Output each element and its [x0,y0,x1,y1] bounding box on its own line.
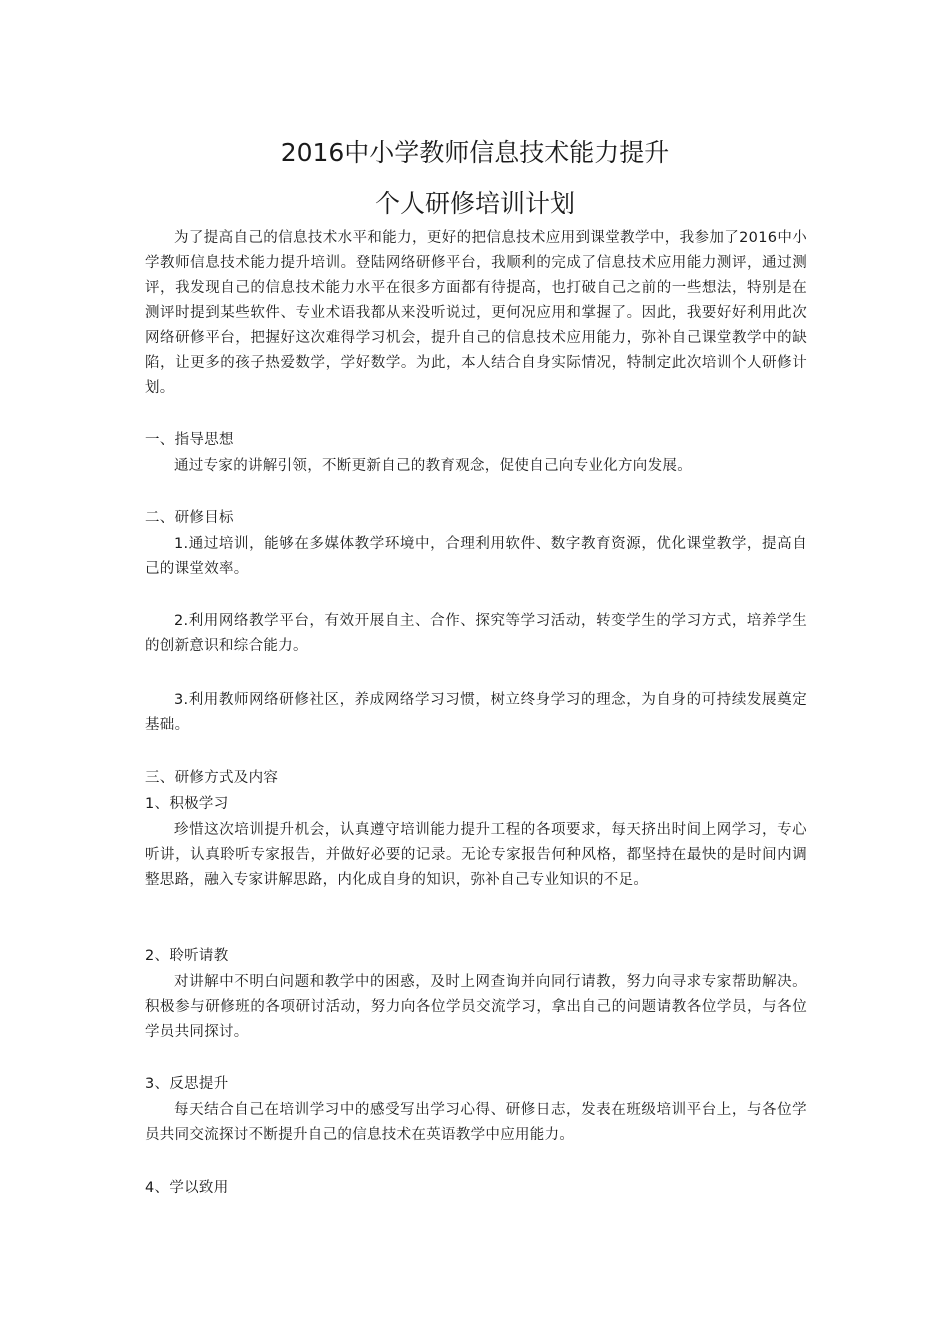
goal-3: 3.利用教师网络研修社区，养成网络学习习惯，树立终身学习的理念，为自身的可持续发展奠定基础。 [145,692,807,733]
section3-heading: 三、研修方式及内容 [145,770,279,786]
item3-heading: 3、反思提升 [145,1076,229,1092]
section2-heading: 二、研修目标 [145,510,234,526]
section1-heading: 一、指导思想 [145,432,234,448]
item2-body: 对讲解中不明白问题和教学中的困惑，及时上网查询并向同行请教，努力向寻求专家帮助解决。积极参与研修班的各项研讨活动，努力向各位学员交流学习，拿出自己的问题请教各位学员，与各位学员共同探讨。 [145,974,807,1040]
item1-heading: 1、积极学习 [145,796,229,812]
goal-2: 2.利用网络教学平台，有效开展自主、合作、探究等学习活动，转变学生的学习方式，培养学生的创新意识和综合能力。 [145,613,807,654]
item4-heading: 4、学以致用 [145,1180,229,1196]
document-title-line2: 个人研修培训计划 [374,189,575,218]
section1-body: 通过专家的讲解引领，不断更新自己的教育观念，促使自己向专业化方向发展。 [174,458,692,474]
document-title-line1: 2016中小学教师信息技术能力提升 [280,138,670,167]
intro-paragraph: 为了提高自己的信息技术水平和能力，更好的把信息技术应用到课堂教学中，我参加了2016中小学教师信息技术能力提升培训。登陆网络研修平台，我顺利的完成了信息技术应用能力测评，通过测评，我发现自己的信息技术能力水平在很多方面都有待提高，也打破自己之前的一些想法，特别是在测评时提到某些软件、专业术语我都从来没听说过，更何况应用和掌握了。因此，我要好好利用此次网络研修平台，把握好这次难得学习机会，提升自己的信息技术应用能力，弥补自己课堂教学中的缺陷，让更多的孩子热爱数学，学好数学。为此，本人结合自身实际情况，特制定此次培训个人研修计划。 [145,230,807,396]
item1-body: 珍惜这次培训提升机会，认真遵守培训能力提升工程的各项要求，每天挤出时间上网学习，专心听讲，认真聆听专家报告，并做好必要的记录。无论专家报告何种风格，都坚持在最快的是时间内调整思路，融入专家讲解思路，内化成自身的知识，弥补自己专业知识的不足。 [145,822,807,888]
item3-body: 每天结合自己在培训学习中的感受写出学习心得、研修日志，发表在班级培训平台上，与各位学员共同交流探讨不断提升自己的信息技术在英语教学中应用能力。 [145,1102,807,1143]
goal-1: 1.通过培训，能够在多媒体教学环境中，合理利用软件、数字教育资源，优化课堂教学，提高自己的课堂效率。 [145,536,807,577]
item2-heading: 2、聆听请教 [145,948,229,964]
